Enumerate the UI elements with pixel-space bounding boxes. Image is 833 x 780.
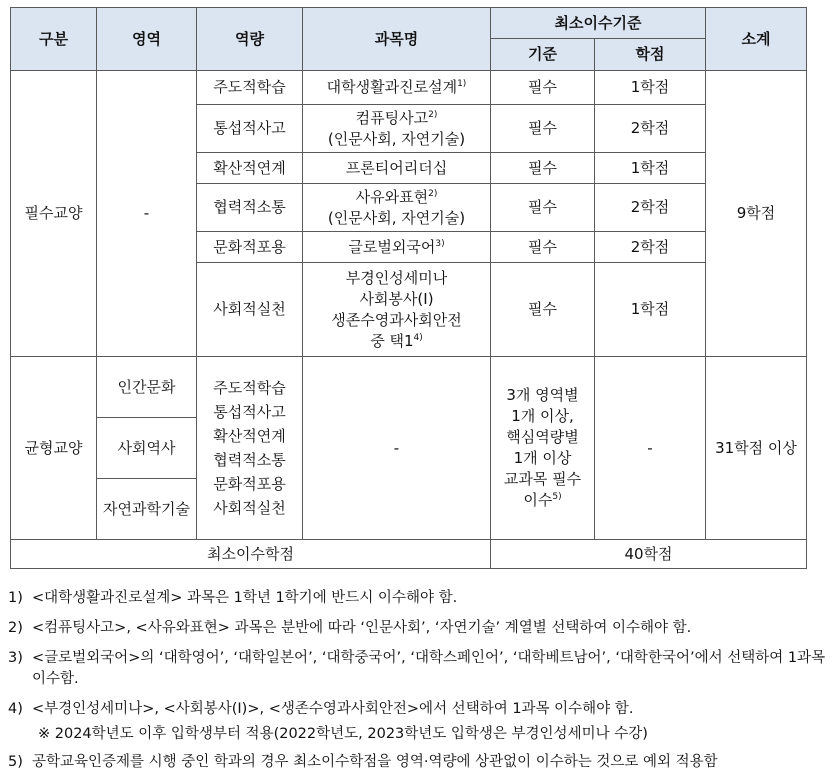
header-min-criteria: 최소이수기준 (491, 8, 706, 39)
competency-cell: 사회적실천 (197, 263, 303, 357)
subject-cell: 프론티어리더십 (303, 153, 491, 184)
subject-cell: 컴퓨팅사고$^{2)}$ (인문사회, 자연기술) (303, 105, 491, 153)
footnote: 2) <컴퓨팅사고>, <사유와표현> 과목은 분반에 따라 ‘인문사회’, ‘자연기술’ 계열별 선택하여 이수해야 함. (8, 620, 692, 636)
standard-cell: 필수 (491, 105, 595, 153)
credit-cell: 2학점 (595, 105, 706, 153)
total-value: 40학점 (491, 540, 807, 569)
credit-cell: 2학점 (595, 232, 706, 263)
standard-cell: 필수 (491, 263, 595, 357)
header-credit: 학점 (595, 39, 706, 71)
standard-cell: 필수 (491, 153, 595, 184)
footnote-remark: ※ 2024학년도 이후 입학생부터 적용(2022학년도, 2023학년도 입학생은 부경인성세미나 수강) (38, 726, 648, 742)
credit-cell: 1학점 (595, 71, 706, 105)
requirements-table (10, 7, 807, 569)
footnote: 5) 공학교육인증제를 시행 중인 학과의 경우 최소이수학점을 영역·역량에 상관없이 이수하는 것으로 예외 적용함 (8, 754, 718, 770)
balanced-subtotal: 31학점 이상 (706, 357, 807, 540)
table-row (11, 71, 807, 105)
competency-cell: 확산적연계 (197, 153, 303, 184)
credit-cell: 1학점 (595, 153, 706, 184)
balanced-credit: - (595, 357, 706, 540)
standard-cell: 필수 (491, 232, 595, 263)
subject-cell: 대학생활과진로설계$^{1)}$ (303, 71, 491, 105)
footnote: 4) <부경인성세미나>, <사회봉사(Ⅰ)>, <생존수영과사회안전>에서 선택하여 1과목 이수해야 함. (8, 701, 634, 717)
footnote: 3) <글로벌외국어>의 ‘대학영어’, ‘대학일본어’, ‘대학중국어’, ‘대학스페인어’, ‘대학베트남어’, ‘대학한국어’에서 선택하여 1과목 이수함. (8, 650, 826, 687)
competency-cell: 문화적포용 (197, 232, 303, 263)
subject-cell: 사유와표현$^{2)}$ (인문사회, 자연기술) (303, 184, 491, 232)
total-row (11, 540, 807, 569)
required-subtotal: 9학점 (706, 71, 807, 357)
balanced-subject: - (303, 357, 491, 540)
footnotes (8, 582, 828, 773)
balanced-competencies: 주도적학습 통섭적사고 확산적연계 협력적소통 문화적포용 사회적실천 (197, 357, 303, 540)
required-area: - (97, 71, 197, 357)
header-subtotal: 소계 (706, 8, 807, 71)
header-area: 영역 (97, 8, 197, 71)
header-standard: 기준 (491, 39, 595, 71)
table-row (11, 357, 807, 418)
balanced-standard: 3개 영역별 1개 이상, 핵심역량별 1개 이상 교과목 필수 이수$^{5)}$ (491, 357, 595, 540)
subject-cell: 글로벌외국어$^{3)}$ (303, 232, 491, 263)
footnote: 1) <대학생활과진로설계> 과목은 1학년 1학기에 반드시 이수해야 함. (8, 590, 458, 606)
competency-cell: 협력적소통 (197, 184, 303, 232)
header-subject: 과목명 (303, 8, 491, 71)
balanced-category: 균형교양 (11, 357, 97, 540)
area-cell: 사회역사 (97, 418, 197, 479)
credit-cell: 1학점 (595, 263, 706, 357)
competency-cell: 주도적학습 (197, 71, 303, 105)
required-category: 필수교양 (11, 71, 97, 357)
area-cell: 자연과학기술 (97, 479, 197, 540)
total-label: 최소이수학점 (11, 540, 491, 569)
standard-cell: 필수 (491, 71, 595, 105)
area-cell: 인간문화 (97, 357, 197, 418)
subject-cell: 부경인성세미나 사회봉사(Ⅰ) 생존수영과사회안전 중 택1$^{4)}$ (303, 263, 491, 357)
header-category: 구분 (11, 8, 97, 71)
header-competency: 역량 (197, 8, 303, 71)
competency-cell: 통섭적사고 (197, 105, 303, 153)
credit-cell: 2학점 (595, 184, 706, 232)
standard-cell: 필수 (491, 184, 595, 232)
